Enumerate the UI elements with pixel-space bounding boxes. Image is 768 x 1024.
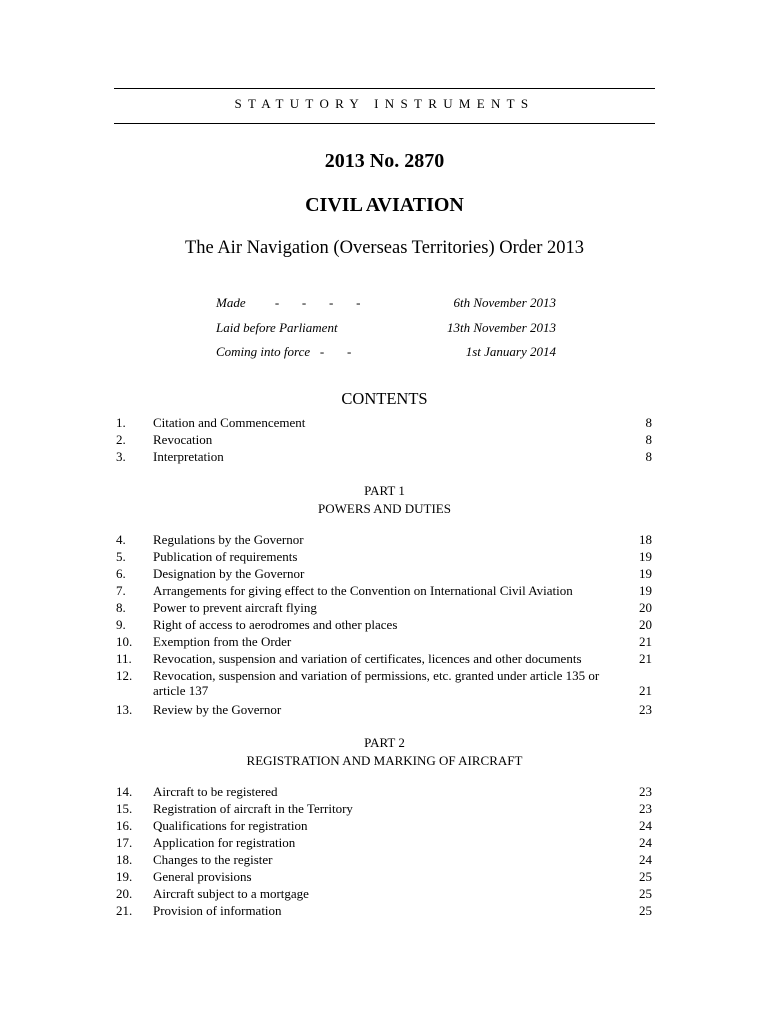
toc-entry-title: General provisions xyxy=(153,869,252,884)
toc-entry-number: 1. xyxy=(116,415,126,430)
date-row-made xyxy=(216,295,556,313)
toc-entry-page: 21 xyxy=(639,651,652,666)
date-label: Laid before Parliament xyxy=(216,320,338,335)
subject-heading: CIVIL AVIATION xyxy=(305,194,464,216)
toc-entry-number: 19. xyxy=(116,869,133,884)
date-label: Coming into force - - xyxy=(216,344,352,359)
toc-entry-title: Provision of information xyxy=(153,903,282,918)
part-label: PART 1 xyxy=(364,483,405,498)
toc-entry-title: Citation and Commencement xyxy=(153,415,306,430)
toc-entry-page: 25 xyxy=(639,886,652,901)
date-value: 13th November 2013 xyxy=(446,320,556,335)
toc-entry-page: 24 xyxy=(639,818,652,833)
toc-entry-title: Revocation, suspension and variation of permissions, etc. granted under article 135 or article 137 xyxy=(153,668,600,698)
toc-entry-title: Aircraft to be registered xyxy=(153,784,278,799)
toc-entry-number: 20. xyxy=(116,886,133,901)
toc-entry-title: Right of access to aerodromes and other places xyxy=(153,617,398,632)
toc-entry-page: 18 xyxy=(639,532,652,547)
date-value: 1st January 2014 xyxy=(465,344,556,359)
toc-entry-number: 21. xyxy=(116,903,133,918)
toc-entry-page: 23 xyxy=(639,784,652,799)
date-label: Made - - - - xyxy=(216,295,361,310)
toc-entry-page: 19 xyxy=(639,583,652,598)
toc-entry[interactable] xyxy=(116,669,652,699)
toc-entry-title: Interpretation xyxy=(153,449,224,464)
toc-entry-number: 8. xyxy=(116,600,126,615)
bottom-rule xyxy=(114,123,655,124)
toc-entry-title: Regulations by the Governor xyxy=(153,532,304,547)
toc-entry-number: 14. xyxy=(116,784,133,799)
toc-entry-number: 5. xyxy=(116,549,126,564)
toc-entry-title: Power to prevent aircraft flying xyxy=(153,600,317,615)
toc-entry-number: 10. xyxy=(116,634,133,649)
toc-entry-number: 18. xyxy=(116,852,133,867)
toc-entry-page: 21 xyxy=(639,634,652,649)
toc-entry-title: Application for registration xyxy=(153,835,296,850)
order-title: The Air Navigation (Overseas Territories) Order 2013 xyxy=(184,238,585,258)
toc-entry-number: 2. xyxy=(116,432,126,447)
toc-entry-number: 4. xyxy=(116,532,126,547)
toc-entry-number: 11. xyxy=(116,651,132,666)
toc-entry-page: 23 xyxy=(639,702,652,717)
series-heading: STATUTORY INSTRUMENTS xyxy=(234,96,535,111)
date-value: 6th November 2013 xyxy=(453,295,556,310)
toc-entry-number: 9. xyxy=(116,617,126,632)
toc-entry-number: 16. xyxy=(116,818,133,833)
part-heading: POWERS AND DUTIES xyxy=(318,501,451,516)
part-heading: REGISTRATION AND MARKING OF AIRCRAFT xyxy=(246,753,523,768)
contents-heading: CONTENTS xyxy=(341,389,428,408)
toc-entry-title: Designation by the Governor xyxy=(153,566,305,581)
toc-entry-page: 8 xyxy=(645,415,652,430)
toc-entry-page: 21 xyxy=(639,683,652,698)
top-rule xyxy=(114,88,655,89)
toc-entry-page: 25 xyxy=(639,869,652,884)
toc-entry-title: Arrangements for giving effect to the Convention on International Civil Aviation xyxy=(153,583,573,598)
toc-entry-title: Aircraft subject to a mortgage xyxy=(153,886,309,901)
toc-entry-page: 20 xyxy=(639,617,652,632)
date-row-laid xyxy=(216,320,556,338)
toc-entry-page: 19 xyxy=(639,549,652,564)
toc-entry-number: 6. xyxy=(116,566,126,581)
toc-entry-title: Exemption from the Order xyxy=(153,634,292,649)
toc-entry-title: Changes to the register xyxy=(153,852,273,867)
toc-entry-page: 8 xyxy=(645,432,652,447)
toc-entry-title: Revocation xyxy=(153,432,213,447)
toc-entry-page: 8 xyxy=(645,449,652,464)
toc-entry-number: 15. xyxy=(116,801,133,816)
part-label: PART 2 xyxy=(364,735,405,750)
toc-entry-page: 23 xyxy=(639,801,652,816)
toc-entry-title: Publication of requirements xyxy=(153,549,298,564)
toc-entry-page: 20 xyxy=(639,600,652,615)
toc-entry-number: 13. xyxy=(116,702,133,717)
instrument-number: 2013 No. 2870 xyxy=(324,150,445,172)
toc-entry-page: 24 xyxy=(639,852,652,867)
toc-entry-number: 7. xyxy=(116,583,126,598)
date-row-force xyxy=(216,344,556,362)
toc-entry-title: Qualifications for registration xyxy=(153,818,308,833)
toc-entry-number: 3. xyxy=(116,449,126,464)
toc-entry-title: Revocation, suspension and variation of certificates, licences and other documents xyxy=(153,651,582,666)
toc-entry-page: 25 xyxy=(639,903,652,918)
toc-entry-number: 17. xyxy=(116,835,133,850)
toc-entry-number: 12. xyxy=(116,668,133,683)
toc-entry-title: Review by the Governor xyxy=(153,702,282,717)
toc-entry-title: Registration of aircraft in the Territory xyxy=(153,801,353,816)
toc-entry-page: 24 xyxy=(639,835,652,850)
toc-entry-page: 19 xyxy=(639,566,652,581)
